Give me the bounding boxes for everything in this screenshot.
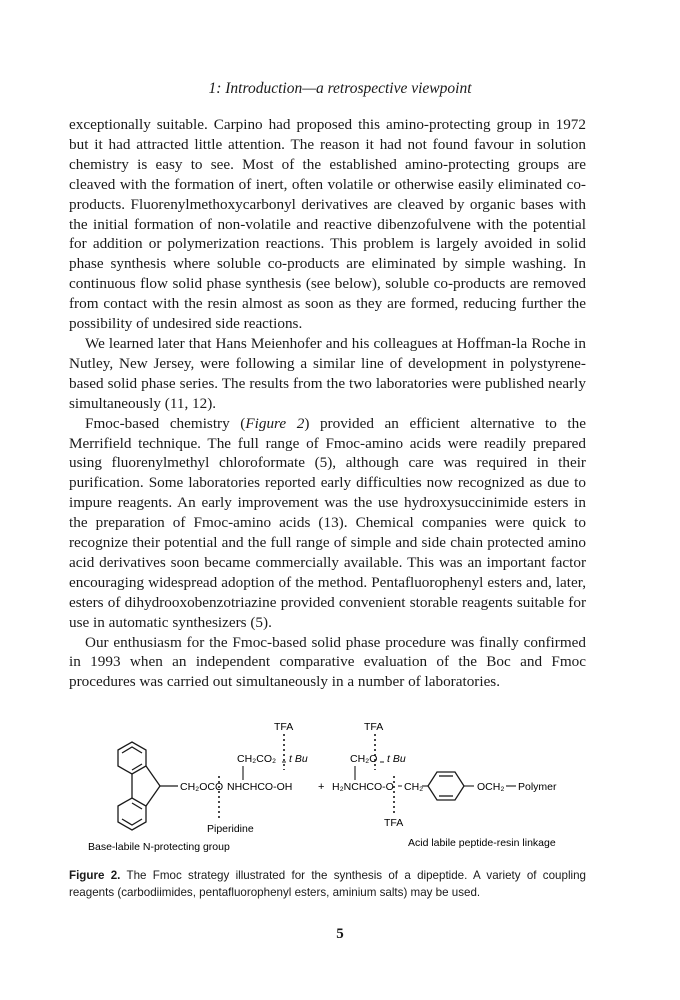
side-chain-left-label: CH₂CO₂ bbox=[237, 753, 277, 765]
figure-2-scheme bbox=[88, 718, 598, 858]
base-labile-label: Base-labile N-protecting group bbox=[88, 841, 230, 853]
paragraph-1 bbox=[69, 115, 586, 334]
paragraph-text: ) provided an efficient alternative to the Merrifield technique. The full range of Fmoc-amino acids were readily prepared using fluorenylmethyl chloroformate (5), although care was required in their purification. Some laboratories reported early difficulties now recognized as due to impure reagents. An early improvement was the use hydroxysuccinimide esters in the preparation of Fmoc-amino acids (13). Chemical companies were quick to recognize their potential and the full range of simple and side chain protected amino acid derivatives soon became commercially available. This was an important factor encouraging widespread adoption of the method. Pentafluorophenyl esters and, later, esters of dihydrooxobenzotriazine provided convenient storable reagents suitable for use in automatic synthesizers (5). bbox=[69, 414, 586, 631]
side-chain-right-label: CH₂O bbox=[350, 753, 378, 765]
resin-ch2-label: CH₂ bbox=[404, 781, 424, 793]
fmoc-chain-label: CH₂OCO bbox=[180, 781, 224, 793]
paragraph-4 bbox=[69, 633, 586, 693]
piperidine-label: Piperidine bbox=[207, 823, 254, 835]
polymer-label: Polymer bbox=[518, 781, 557, 793]
resin-amino-label: H₂NCHCO-O bbox=[332, 781, 394, 793]
tfa-bottom: TFA bbox=[384, 817, 404, 829]
benzyl-linker-ring bbox=[428, 772, 464, 800]
caption-label: Figure 2. bbox=[69, 869, 121, 882]
linker-label: OCH₂ bbox=[477, 781, 505, 793]
figure-reference: Figure 2 bbox=[245, 414, 305, 432]
running-head: 1: Introduction—a retrospective viewpoint bbox=[208, 80, 472, 97]
body-text bbox=[69, 115, 586, 692]
paragraph-3 bbox=[69, 414, 586, 633]
side-chain-left-tbu: t Bu bbox=[289, 753, 308, 765]
paragraph-text: exceptionally suitable. Carpino had proposed this amino-protecting group in 1972 but it had attracted little attention. The reason it had not found favour in solution chemistry is easy to see. Most of the established amino-protecting groups are cleaved with the formation of inert, often volatile or otherwise easily eliminated co-products. Fluorenylmethoxycarbonyl derivatives are cleaved by organic bases with the initial formation of non-volatile and reactive dibenzofulvene with the potential for addition or polymerization reactions. This problem is largely avoided in solid phase synthesis where soluble co-products are eliminated by simple washing. In continuous flow solid phase synthesis (see below), soluble co-products are removed from contact with the resin almost as soon as they are formed, reducing further the possibility of undesired side reactions. bbox=[69, 116, 586, 333]
page-number: 5 bbox=[336, 926, 344, 942]
paragraph-text: We learned later that Hans Meienhofer and his colleagues at Hoffman-la Roche in Nutley, New Jersey, were following a similar line of development in polystyrene-based solid phase series. The results from the two laboratories were published nearly simultaneously (11, 12). bbox=[69, 334, 586, 412]
fmoc-strategy-diagram bbox=[88, 718, 598, 858]
caption-text: The Fmoc strategy illustrated for the synthesis of a dipeptide. A variety of coupling reagents (carbodiimides, pentafluorophenyl esters, aminium salts) may be used. bbox=[69, 869, 586, 899]
fluorene-ring-system bbox=[118, 742, 178, 830]
plus-sign: + bbox=[318, 781, 325, 793]
paragraph-text: Our enthusiasm for the Fmoc-based solid phase procedure was finally confirmed in 1993 when an independent comparative evaluation of the Boc and Fmoc procedures was carried out simultaneously in a number of laboratories. bbox=[69, 633, 586, 691]
figure-caption bbox=[69, 868, 586, 901]
side-chain-right-tbu: t Bu bbox=[387, 753, 406, 765]
tfa-top-left: TFA bbox=[274, 721, 294, 733]
paragraph-text: Fmoc-based chemistry ( bbox=[85, 414, 246, 432]
tfa-top-right: TFA bbox=[364, 721, 384, 733]
acid-labile-label: Acid labile peptide-resin linkage bbox=[408, 837, 556, 849]
amino-acid-label: NHCHCO-OH bbox=[227, 781, 293, 793]
paragraph-2 bbox=[69, 334, 586, 414]
